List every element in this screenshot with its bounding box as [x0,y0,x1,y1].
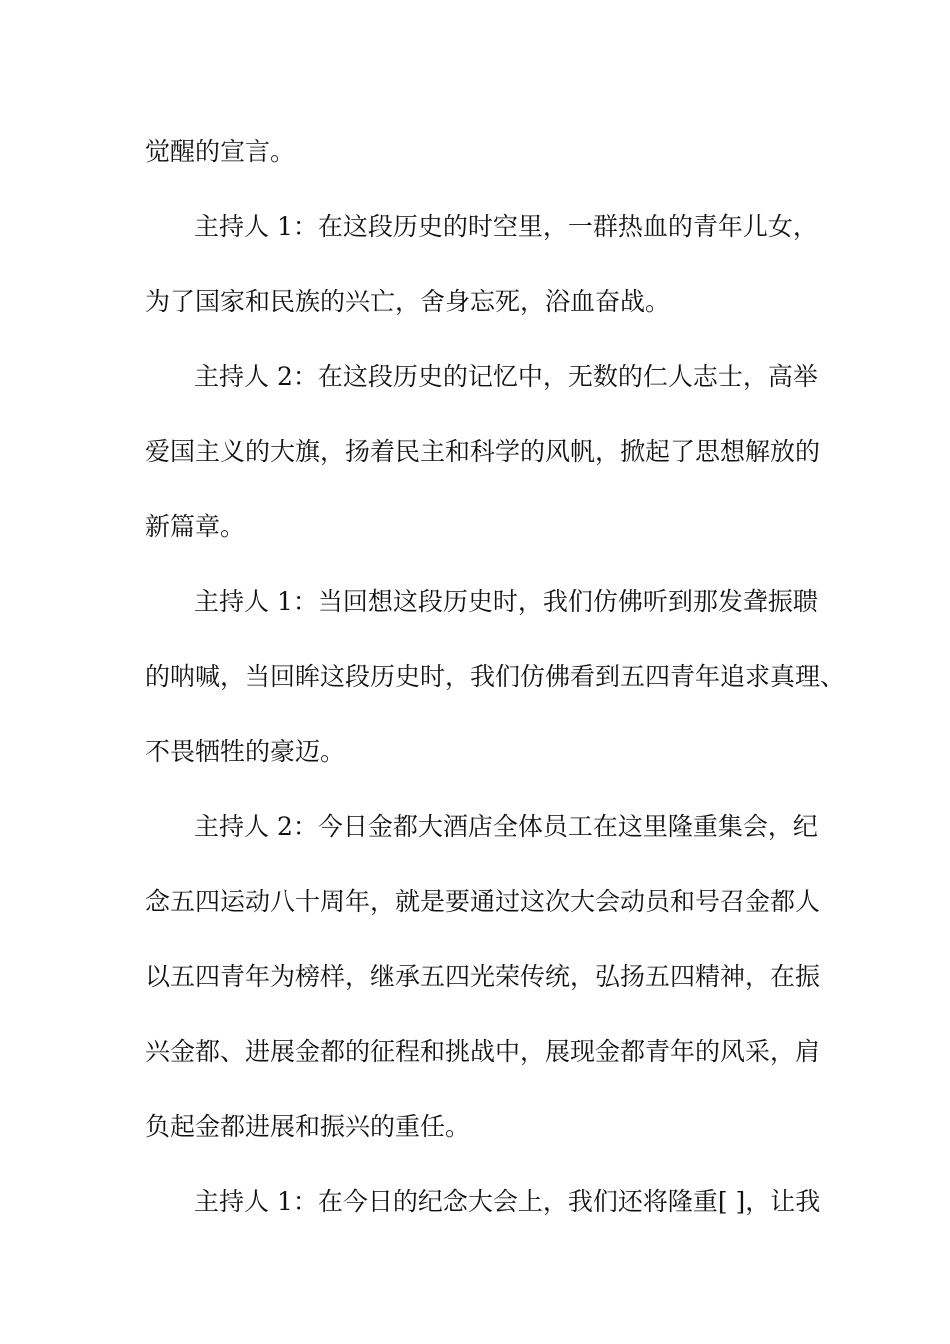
text-line-9: 不畏牺牲的豪迈。 [145,737,346,766]
text-line-12: 以五四青年为榜样，继承五四光荣传统，弘扬五四精神，在振 [145,962,821,991]
text-line-4: 主持人 2：在这段历史的记忆中，无数的仁人志士，高举 [194,362,818,391]
text-line-6: 新篇章。 [145,512,246,541]
text-line-8: 的呐喊，当回眸这段历史时，我们仿佛看到五四青年追求真理、 [145,662,846,691]
text-line-13: 兴金都、进展金都的征程和挑战中，展现金都青年的风采，肩 [145,1037,821,1066]
text-line-1: 觉醒的宣言。 [145,137,296,166]
text-line-7: 主持人 1：当回想这段历史时，我们仿佛听到那发聋振聩 [194,587,818,616]
text-line-11: 念五四运动八十周年，就是要通过这次大会动员和号召金都人 [145,887,821,916]
text-line-14: 负起金都进展和振兴的重任。 [145,1112,471,1141]
text-line-15: 主持人 1：在今日的纪念大会上，我们还将隆重[ ]，让我 [194,1187,821,1216]
text-line-5: 爱国主义的大旗，扬着民主和科学的风帆，掀起了思想解放的 [145,437,821,466]
text-line-3: 为了国家和民族的兴亡，舍身忘死，浴血奋战。 [145,287,671,316]
text-line-10: 主持人 2：今日金都大酒店全体员工在这里隆重集会，纪 [194,812,818,841]
text-line-2: 主持人 1：在这段历史的时空里，一群热血的青年儿女， [194,212,818,241]
